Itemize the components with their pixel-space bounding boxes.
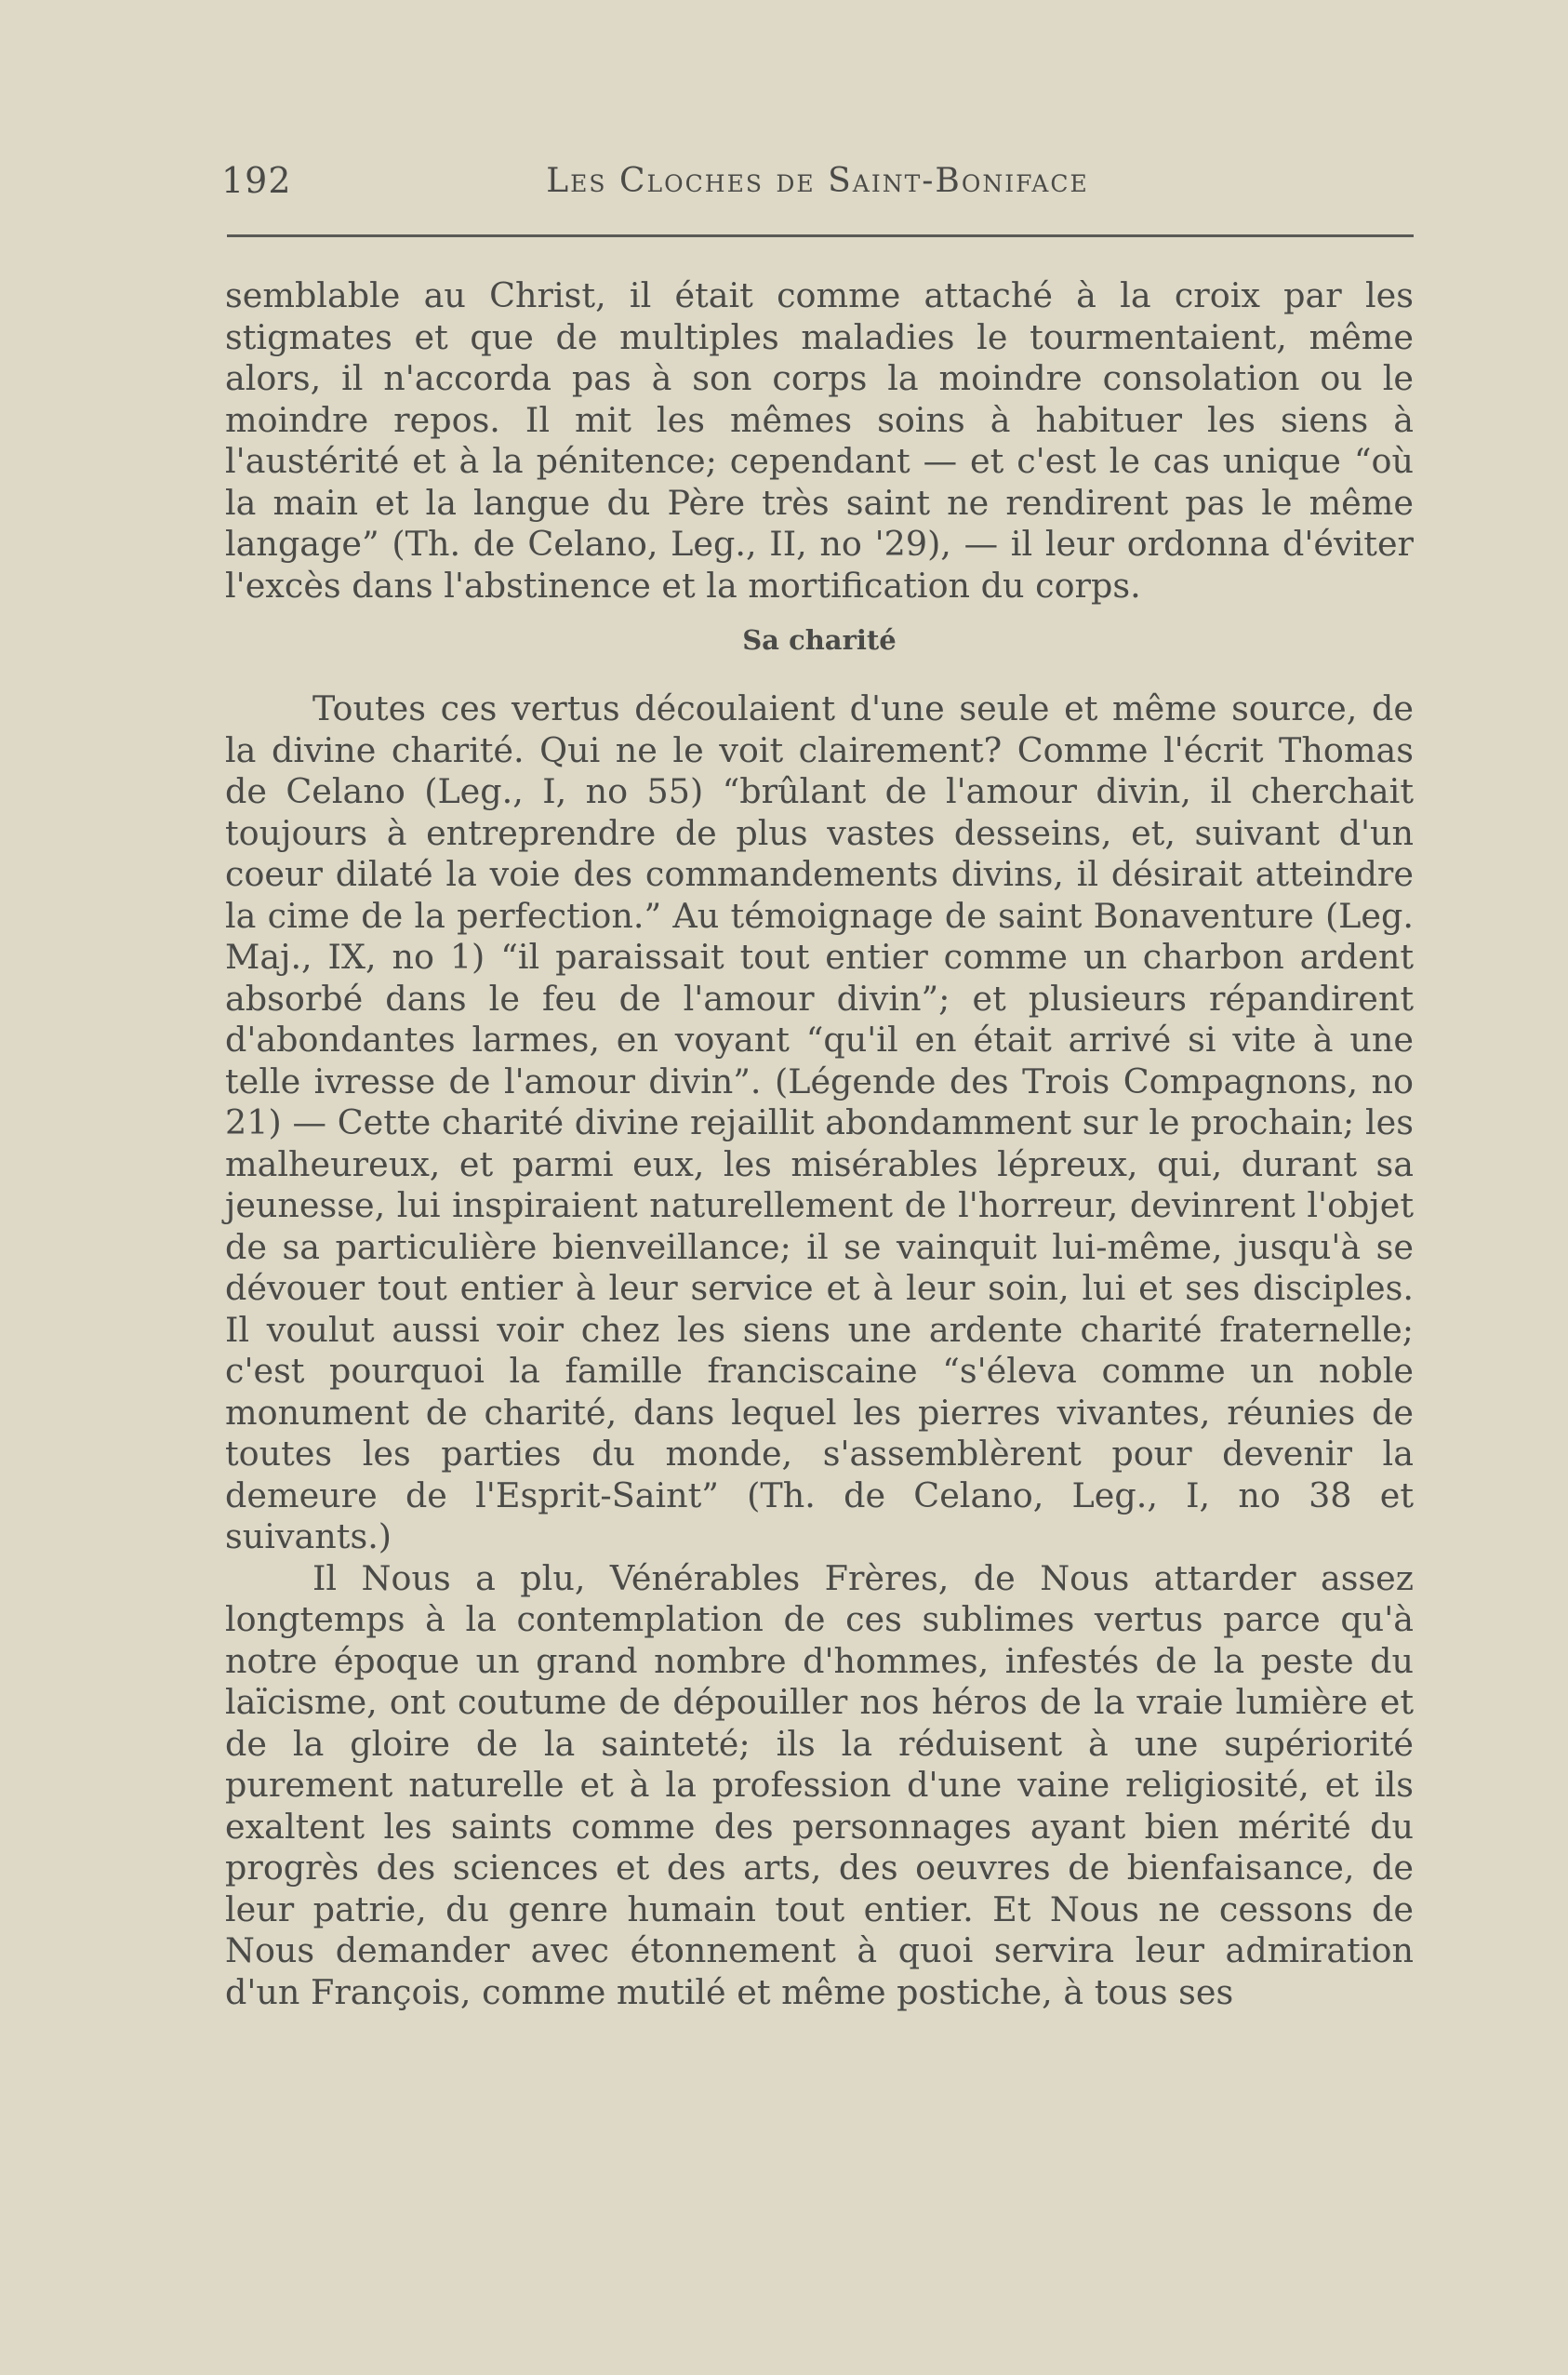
paragraph-austerity: semblable au Christ, il était comme attaché à la croix par les stigmates et que de multiples maladies le tourmentaient, même alors, il n'accorda pas à son corps la moindre consolation ou le moindre repos. Il mit les mêmes soins à habituer les siens à l'austérité et à la pénitence; cependant — et c'est le cas unique “où la main et la langue du Père très saint ne rendirent pas le même langage” (Th. de Celano, Leg., II, no '29), — il leur ordonna d'éviter l'excès dans l'abstinence et la mortification du corps. <box>225 275 1414 606</box>
running-title: Les Cloches de Saint-Boniface <box>546 162 1089 200</box>
page-header <box>221 160 1414 216</box>
paragraph-charity: Toutes ces vertus découlaient d'une seule et même source, de la divine charité. Qui ne le voit clairement? Comme l'écrit Thomas de Celano (Leg., I, no 55) “brûlant de l'amour divin, il cherchait toujours à entreprendre de plus vastes desseins, et, suivant d'un coeur dilaté la voie des commandements divins, il désirait atteindre la cime de la perfection.” Au témoignage de saint Bonaventure (Leg. Maj., IX, no 1) “il paraissait tout entier comme un charbon ardent absorbé dans le feu de l'amour divin”; et plusieurs répandirent d'abondantes larmes, en voyant “qu'il en était arrivé si vite à une telle ivresse de l'amour divin”. (Légende des Trois Compagnons, no 21) — Cette charité divine rejaillit abondamment sur le prochain; les malheureux, et parmi eux, les misérables lépreux, qui, durant sa jeunesse, lui inspiraient naturellement de l'horreur, devinrent l'objet de sa particulière bienveillance; il se vainquit lui-même, jusqu'à se dévouer tout entier à leur service et à leur soin, lui et ses disciples. Il voulut aussi voir chez les siens une ardente charité fraternelle; c'est pourquoi la famille franciscaine “s'éleva comme un noble monument de charité, dans lequel les pierres vivantes, réunies de toutes les parties du monde, s'assemblèrent pour devenir la demeure de l'Esprit-Saint” (Th. de Celano, Leg., I, no 38 et suivants.) <box>225 688 1414 1556</box>
header-rule <box>227 234 1414 237</box>
body-text <box>225 275 1414 2013</box>
paragraph-contemplation: Il Nous a plu, Vénérables Frères, de Nous attarder assez longtemps à la contemplation de ces sublimes vertus parce qu'à notre époque un grand nombre d'hommes, infestés de la peste du laïcisme, ont coutume de dépouiller nos héros de la vraie lumière et de la gloire de la sainteté; ils la réduisent à une supériorité purement naturelle et à la profession d'une vaine religiosité, et ils exaltent les saints comme des personnages ayant bien mérité du progrès des sciences et des arts, des oeuvres de bienfaisance, de leur patrie, du genre humain tout entier. Et Nous ne cessons de Nous demander avec étonnement à quoi servira leur admiration d'un François, comme mutilé et même postiche, à tous ses <box>225 1557 1414 2012</box>
section-heading: Sa charité <box>742 624 897 656</box>
page-number: 192 <box>221 160 292 201</box>
